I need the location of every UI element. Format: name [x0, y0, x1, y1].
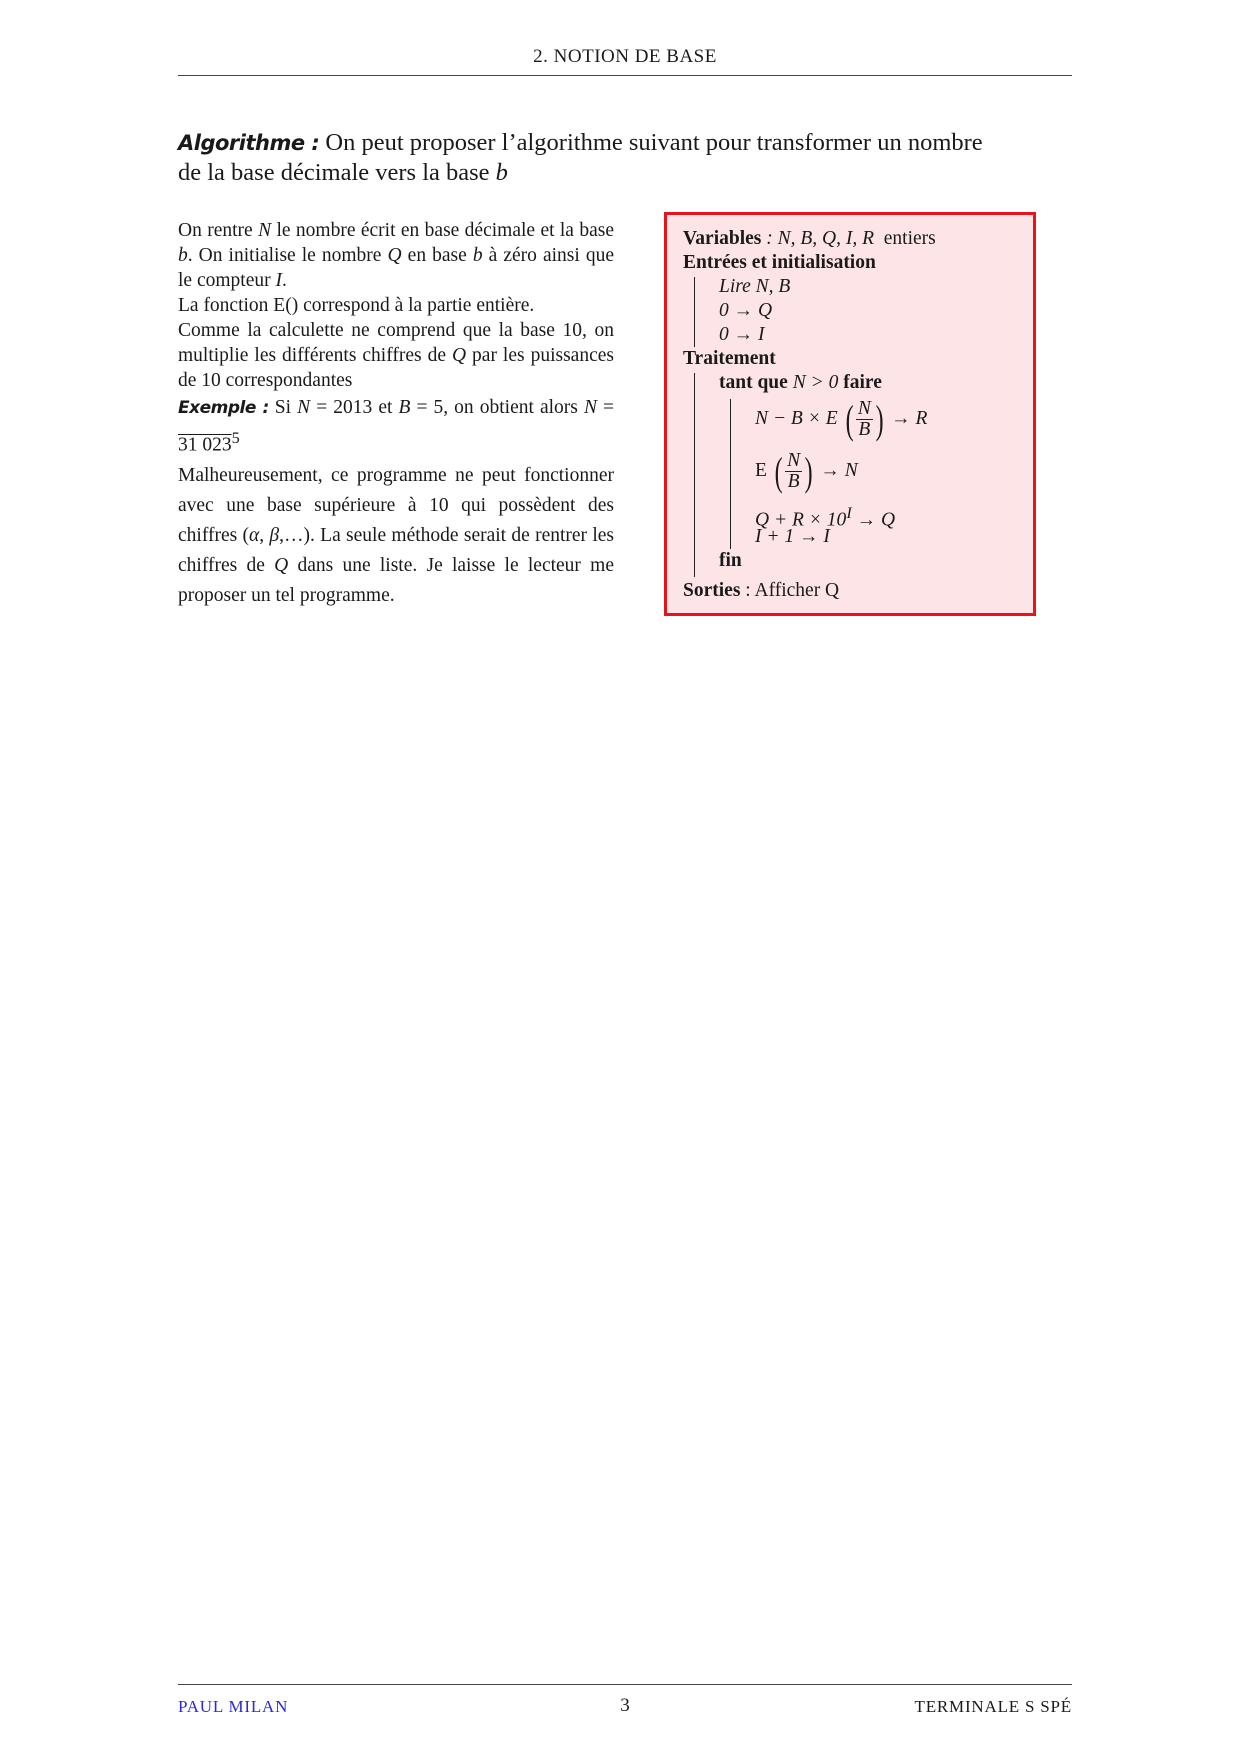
fraction-n-over-b [785, 451, 802, 492]
example-label: Exemple : [178, 398, 269, 418]
loop-line-increment: I + 1 → I [755, 526, 830, 547]
while-condition: N > 0 [792, 372, 839, 393]
text: le nombre écrit en base décimale et la base [271, 220, 614, 241]
inputs-block-bar [694, 277, 695, 347]
loop-line-remainder [755, 395, 927, 443]
outputs-line [683, 579, 839, 603]
text: On rentre [178, 220, 259, 241]
paragraph-input [178, 218, 614, 293]
while-line [719, 371, 882, 395]
var-q: Q [274, 554, 289, 576]
fraction-n-over-b [856, 399, 873, 440]
assign-r: → R [891, 408, 928, 429]
var-q: Q [451, 345, 467, 366]
text: , [259, 524, 270, 546]
input-line-read: Lire N, B [719, 276, 791, 297]
text: ,…). La seule méthode serait de rentrer les chiffres de [178, 524, 614, 576]
author-link[interactable]: PAUL MILAN [178, 1697, 289, 1716]
variables-list: : N, B, Q, I, R [766, 228, 875, 249]
input-line-i: 0 → I [719, 324, 765, 345]
symbol-beta: β [269, 524, 280, 546]
example-base: 5 [231, 429, 240, 447]
power-exponent: I [846, 504, 852, 522]
loop-block-bar [730, 399, 731, 549]
inputs-label: Entrées et initialisation [683, 252, 876, 273]
left-paren: ( [774, 448, 783, 494]
paragraph-example [178, 393, 614, 461]
algorithm-intro [178, 128, 1078, 188]
text: dans une liste. Je laisse le lecteur me proposer un tel programme. [178, 554, 614, 606]
var-n: N [297, 397, 311, 418]
var-b: b [472, 245, 483, 266]
var-b: B [398, 397, 411, 418]
page-number: 3 [620, 1695, 630, 1716]
assign-n: → N [820, 460, 858, 481]
footer-rule [178, 1684, 1072, 1685]
do-keyword: faire [843, 372, 882, 393]
fraction-numerator: N [857, 398, 871, 420]
fraction-numerator: N [787, 450, 801, 472]
remainder-expression: N − B × E [755, 408, 838, 429]
while-keyword: tant que [719, 372, 788, 393]
algorithm-intro-line1: On peut proposer l’algorithme suivant pour transformer un nombre [325, 129, 983, 156]
text: Comme la calculette ne comprend que la base 10, on multiplie les différents chiffres de [178, 320, 614, 366]
algorithm-label: Algorithme : [178, 131, 320, 155]
algorithm-box [664, 212, 1036, 616]
variables-type: entiers [883, 228, 936, 249]
var-n: N [258, 220, 272, 241]
text: Si [268, 397, 298, 418]
accumulate-expression: Q + R × 10 [755, 509, 847, 531]
variables-line [683, 227, 936, 251]
example-result: 31 023 [178, 434, 232, 456]
text: Malheureusement, ce programme ne peut fonctionner avec une base supérieure à 10 qui possèdent des chiffres ( [178, 464, 614, 546]
end-line [719, 549, 742, 573]
var-b: b [178, 245, 188, 266]
variables-label: Variables [683, 228, 762, 249]
base-variable: b [495, 159, 508, 186]
input-line-q: 0 → Q [719, 300, 773, 321]
var-n: N [583, 397, 597, 418]
text: par les puissances de 10 correspondantes [178, 345, 614, 391]
text: en base [401, 245, 473, 266]
section-header: 2. NOTION DE BASE [533, 46, 717, 67]
paragraph-limitation [178, 461, 614, 611]
course-name: TERMINALE S SPÉ [914, 1697, 1072, 1716]
inputs-heading [683, 251, 876, 275]
end-keyword: fin [719, 550, 742, 571]
paragraph-floor-function: La fonction E() correspond à la partie entière. [178, 295, 535, 316]
text: = 5, on obtient alors [410, 397, 584, 418]
text: . [281, 270, 287, 291]
explanation-column [178, 218, 614, 611]
text: = [596, 397, 615, 418]
var-i: I [275, 270, 282, 291]
algorithm-intro-line2: de la base décimale vers la base [178, 159, 496, 186]
symbol-alpha: α [249, 524, 260, 546]
left-paren: ( [845, 396, 854, 442]
loop-line-quotient [755, 447, 858, 495]
outputs-label: Sorties [683, 580, 741, 601]
text: à zéro ainsi que le compteur [178, 245, 614, 291]
processing-block-bar [694, 373, 695, 577]
paragraph-calculator [178, 318, 614, 393]
outputs-text: : Afficher Q [745, 580, 840, 601]
processing-heading [683, 347, 776, 371]
var-q: Q [387, 245, 402, 266]
fraction-denominator: B [858, 419, 871, 441]
processing-label: Traitement [683, 348, 776, 369]
right-paren: ) [875, 396, 884, 442]
assign-q: → Q [851, 509, 896, 531]
text: . On initialise le nombre [187, 245, 388, 266]
header-rule [178, 75, 1072, 76]
floor-function: E [755, 460, 767, 481]
text: = 2013 et [310, 397, 399, 418]
fraction-denominator: B [787, 471, 800, 493]
right-paren: ) [804, 448, 813, 494]
